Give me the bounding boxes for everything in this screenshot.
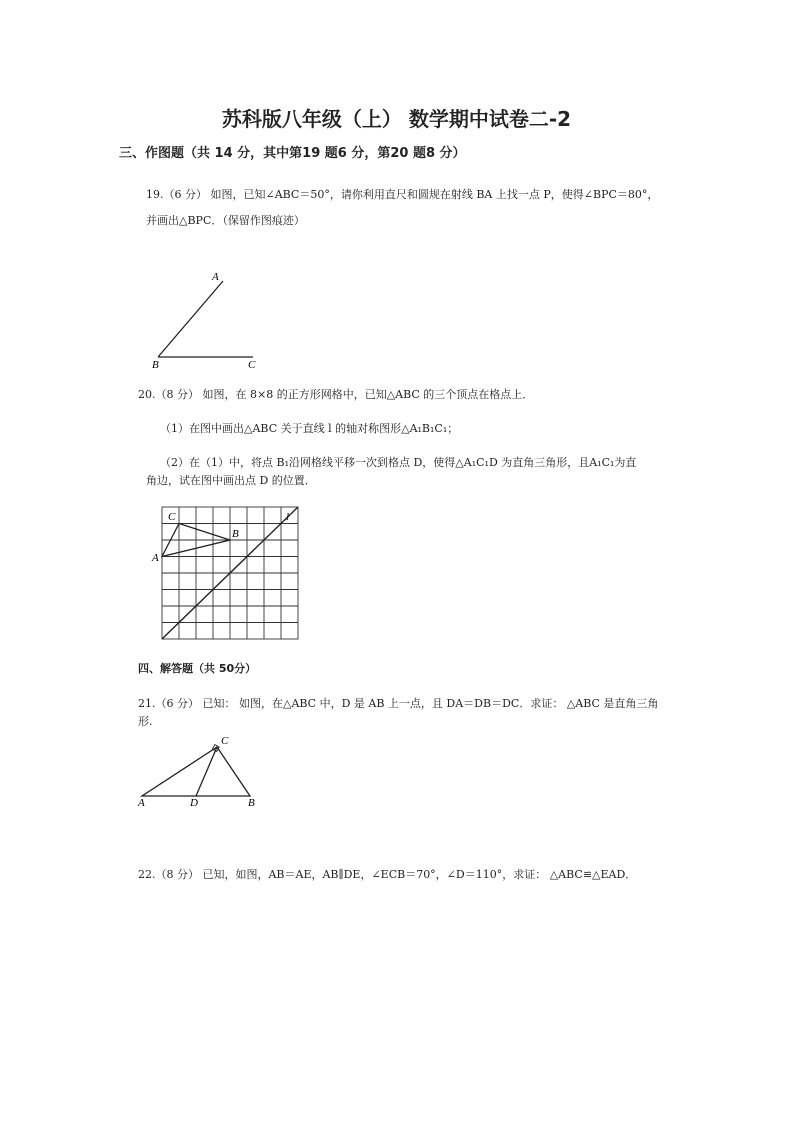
label-b: B	[232, 528, 239, 540]
label-a: A	[138, 797, 145, 809]
q20-line1: 20.（8 分） 如图，在 8×8 的正方形网格中，已知△ABC 的三个顶点在格点上．	[138, 388, 534, 401]
label-a: A	[212, 271, 219, 283]
section-4-header: 四、解答题（共 50分）	[138, 662, 257, 675]
q20-grid-figure	[148, 500, 308, 645]
q21-figure	[130, 730, 275, 810]
q19-figure	[140, 262, 280, 374]
page-title: 苏科版八年级（上） 数学期中试卷二-2	[221, 107, 572, 131]
ray-ba	[158, 281, 223, 357]
label-d: D	[190, 797, 198, 809]
label-l: l	[286, 511, 290, 523]
section-3-header: 三、作图题（共 14 分，其中第19 题6 分，第20 题8 分）	[119, 146, 466, 161]
label-c: C	[248, 359, 256, 371]
label-a: A	[152, 552, 159, 564]
q20-part2-line1: （2）在（1）中，将点 B₁沿网格线平移一次到格点 D，使得△A₁C₁D 为直角三角形，且A₁C₁为直	[160, 456, 637, 469]
q20-part2-line2: 角边，试在图中画出点 D 的位置．	[146, 474, 316, 487]
label-b: B	[248, 797, 255, 809]
triangle-abc	[142, 747, 250, 796]
label-c: C	[221, 735, 229, 747]
q21-line2: 形.	[138, 715, 153, 728]
label-c: C	[168, 511, 176, 523]
q20-part1: （1）在图中画出△ABC 关于直线 l 的轴对称图形△A₁B₁C₁；	[160, 422, 459, 435]
q22-line1: 22.（8 分） 已知，如图，AB＝AE，AB∥DE，∠ECB＝70°，∠D＝110°，求证： △ABC≌△EAD．	[138, 868, 637, 881]
q21-line1: 21.（6 分） 已知： 如图，在△ABC 中，D 是 AB 上一点，且 DA＝DB＝DC．求证： △ABC 是直角三角	[138, 697, 659, 710]
q19-line1: 19.（6 分） 如图，已知∠ABC＝50°，请你利用直尺和圆规在射线 BA 上找一点 P，使得∠BPC＝80°，	[146, 188, 659, 201]
q19-line2: 并画出△BPC．（保留作图痕迹）	[146, 214, 305, 227]
label-b: B	[152, 359, 159, 371]
